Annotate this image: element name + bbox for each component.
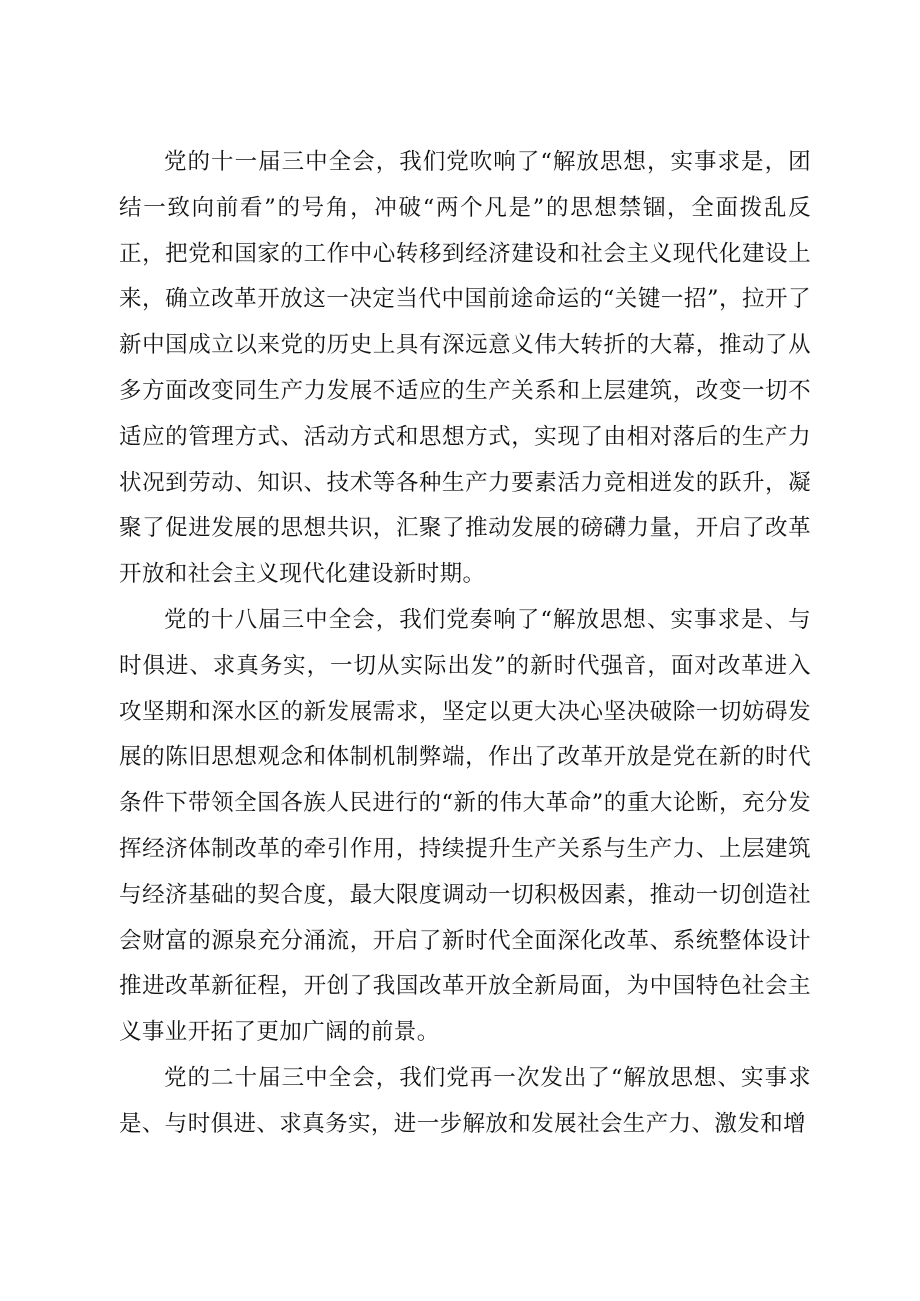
paragraph-third-plenum-20th: 党的二十届三中全会，我们党再一次发出了“解放思想、实事求是、与时俱进、求真务实，进一步解放和发展社会生产力、激发和增	[119, 1064, 811, 1137]
document-body	[119, 140, 811, 1148]
paragraph-third-plenum-11th: 党的十一届三中全会，我们党吹响了“解放思想，实事求是，团结一致向前看”的号角，冲破“两个凡是”的思想禁锢，全面拨乱反正，把党和国家的工作中心转移到经济建设和社会主义现代化建设上来，确立改革开放这一决定当代中国前途命运的“关键一招”，拉开了新中国成立以来党的历史上具有深远意义伟大转折的大幕，推动了从多方面改变同生产力发展不适应的生产关系和上层建筑，改变一切不适应的管理方式、活动方式和思想方式，实现了由相对落后的生产力状况到劳动、知识、技术等各种生产力要素活力竞相迸发的跃升，凝聚了促进发展的思想共识，汇聚了推动发展的磅礴力量，开启了改革开放和社会主义现代化建设新时期。	[119, 149, 811, 588]
paragraph-third-plenum-18th: 党的十八届三中全会，我们党奏响了“解放思想、实事求是、与时俱进、求真务实，一切从实际出发”的新时代强音，面对改革进入攻坚期和深水区的新发展需求，坚定以更大决心坚决破除一切妨碍发展的陈旧思想观念和体制机制弊端，作出了改革开放是党在新的时代条件下带领全国各族人民进行的“新的伟大革命”的重大论断，充分发挥经济体制改革的牵引作用，持续提升生产关系与生产力、上层建筑与经济基础的契合度，最大限度调动一切积极因素，推动一切创造社会财富的源泉充分涌流，开启了新时代全面深化改革、系统整体设计推进改革新征程，开创了我国改革开放全新局面，为中国特色社会主义事业开拓了更加广阔的前景。	[119, 606, 811, 1046]
